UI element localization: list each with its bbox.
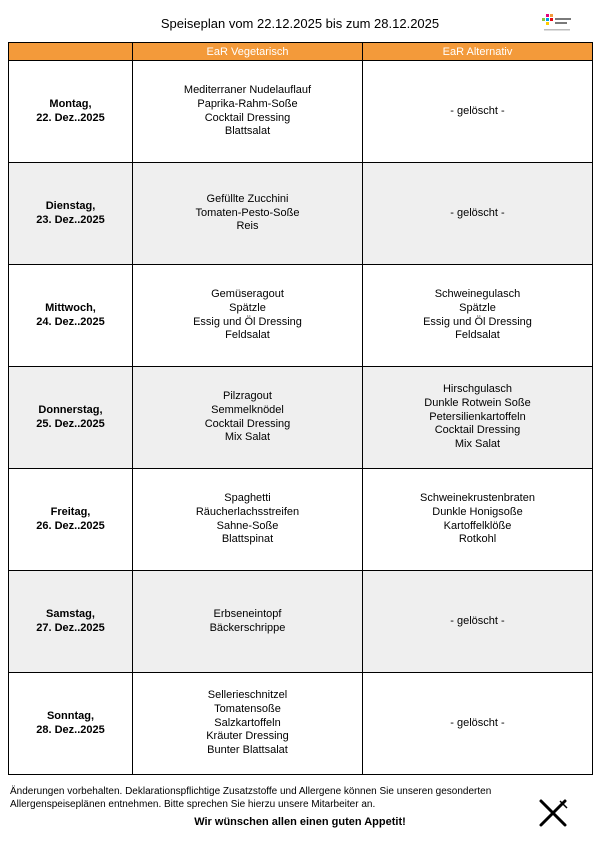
weekday-label: Freitag, — [50, 505, 91, 518]
dish-item: Reis — [236, 220, 259, 233]
dish-item: Tomaten-Pesto-Soße — [195, 206, 300, 219]
dish-item: Cocktail Dressing — [204, 111, 291, 124]
dish-item: Cocktail Dressing — [434, 424, 521, 437]
weekday-label: Donnerstag, — [38, 403, 103, 416]
dish-item: Gemüseragout — [211, 287, 284, 300]
dish-item: Petersilienkartoffeln — [429, 410, 526, 423]
dish-item: - gelöscht - — [450, 614, 505, 627]
column-header-alternativ: EaR Alternativ — [363, 43, 593, 61]
dish-item: Feldsalat — [455, 329, 500, 342]
alternativ-cell — [363, 163, 593, 265]
dish-item: Rotkohl — [458, 533, 497, 546]
day-cell — [9, 367, 133, 469]
dish-item: - gelöscht - — [450, 104, 505, 117]
day-cell — [9, 673, 133, 775]
vegetarisch-cell — [133, 673, 363, 775]
page-title: Speiseplan vom 22.12.2025 bis zum 28.12.2025 — [160, 16, 440, 31]
dish-item: Räucherlachsstreifen — [195, 505, 300, 518]
dish-item: - gelöscht - — [450, 206, 505, 219]
dish-item: Dunkle Honigsoße — [432, 505, 523, 518]
column-header-day — [9, 43, 133, 61]
weekday-label: Dienstag, — [45, 199, 96, 212]
dish-item: Hirschgulasch — [442, 383, 513, 395]
dish-item: Dunkle Rotwein Soße — [424, 396, 531, 409]
dish-item: Blattspinat — [221, 533, 274, 546]
weekday-label: Montag, — [49, 97, 92, 110]
table-header-row — [9, 43, 593, 61]
dish-item: Schweinegulasch — [434, 287, 521, 300]
dish-item: Salzkartoffeln — [214, 716, 281, 729]
day-cell — [9, 61, 133, 163]
dish-item: Essig und Öl Dressing — [193, 315, 302, 328]
dish-item: Sellerieschnitzel — [207, 689, 288, 701]
alternativ-cell — [363, 265, 593, 367]
day-cell — [9, 163, 133, 265]
vegetarisch-cell — [133, 571, 363, 673]
dish-item: Pilzragout — [223, 389, 272, 402]
dish-item: Sahne-Soße — [216, 519, 279, 532]
vegetarisch-cell — [133, 367, 363, 469]
weekday-label: Samstag, — [46, 607, 95, 620]
dish-item: Gefüllte Zucchini — [206, 192, 289, 205]
alternativ-cell — [363, 367, 593, 469]
date-label: 23. Dez..2025 — [36, 213, 105, 226]
vegetarisch-cell — [133, 265, 363, 367]
dish-item: Tomatensoße — [214, 702, 281, 715]
column-header-vegetarisch: EaR Vegetarisch — [133, 43, 363, 61]
alternativ-cell — [363, 469, 593, 571]
table-row — [9, 61, 593, 163]
table-row — [9, 265, 593, 367]
dish-item: Mediterraner Nudelauflauf — [183, 83, 312, 96]
table-row — [9, 367, 593, 469]
weekday-label: Mittwoch, — [45, 301, 96, 314]
day-cell — [9, 571, 133, 673]
dish-item: Spaghetti — [224, 491, 271, 504]
dish-item: Spätzle — [229, 301, 266, 314]
dish-item: Mix Salat — [224, 431, 271, 444]
alternativ-cell — [363, 673, 593, 775]
alternativ-cell — [363, 571, 593, 673]
footer-greeting: Wir wünschen allen einen guten Appetit! — [194, 816, 406, 828]
dish-item: Semmelknödel — [211, 403, 284, 416]
date-label: 24. Dez..2025 — [36, 315, 105, 328]
day-cell — [9, 469, 133, 571]
date-label: 26. Dez..2025 — [36, 519, 105, 532]
dish-item: Kräuter Dressing — [206, 730, 289, 743]
dish-item: Bäckerschrippe — [209, 621, 286, 634]
date-label: 25. Dez..2025 — [36, 417, 105, 430]
alternativ-cell — [363, 61, 593, 163]
dish-item: Essig und Öl Dressing — [423, 315, 532, 328]
vegetarisch-cell — [133, 469, 363, 571]
dish-item: Erbseneintopf — [213, 607, 282, 620]
weekday-label: Sonntag, — [46, 709, 95, 722]
vegetarisch-cell — [133, 163, 363, 265]
day-cell — [9, 265, 133, 367]
footer-note-line: Änderungen vorbehalten. Deklarationspflichtige Zusatzstoffe und Allergene können Sie unseren gesonderten — [10, 786, 492, 797]
table-row — [9, 469, 593, 571]
date-label: 28. Dez..2025 — [36, 723, 105, 736]
dish-item: Kartoffelklöße — [443, 519, 512, 532]
footer-note-line: Allergenspeiseplänen entnehmen. Bitte sprechen Sie hierzu unsere Mitarbeiter an. — [10, 799, 376, 810]
dish-item: Spätzle — [459, 301, 496, 314]
dish-item: Mix Salat — [454, 438, 501, 451]
menu-table — [8, 42, 593, 775]
cutlery-icon — [536, 798, 570, 828]
dish-item: Feldsalat — [225, 329, 270, 342]
table-row — [9, 163, 593, 265]
table-row — [9, 571, 593, 673]
date-label: 27. Dez..2025 — [36, 621, 105, 634]
dish-item: Cocktail Dressing — [204, 417, 291, 430]
dish-item: Schweinekrustenbraten — [420, 491, 535, 504]
dish-item: Paprika-Rahm-Soße — [197, 97, 298, 110]
dish-item: - gelöscht - — [450, 716, 505, 729]
dish-item: Bunter Blattsalat — [207, 744, 288, 757]
dish-item: Blattsalat — [224, 125, 271, 138]
vegetarisch-cell — [133, 61, 363, 163]
table-row — [9, 673, 593, 775]
date-label: 22. Dez..2025 — [36, 111, 105, 124]
mission-leben-logo-icon — [540, 12, 574, 38]
footer-note — [10, 785, 530, 811]
